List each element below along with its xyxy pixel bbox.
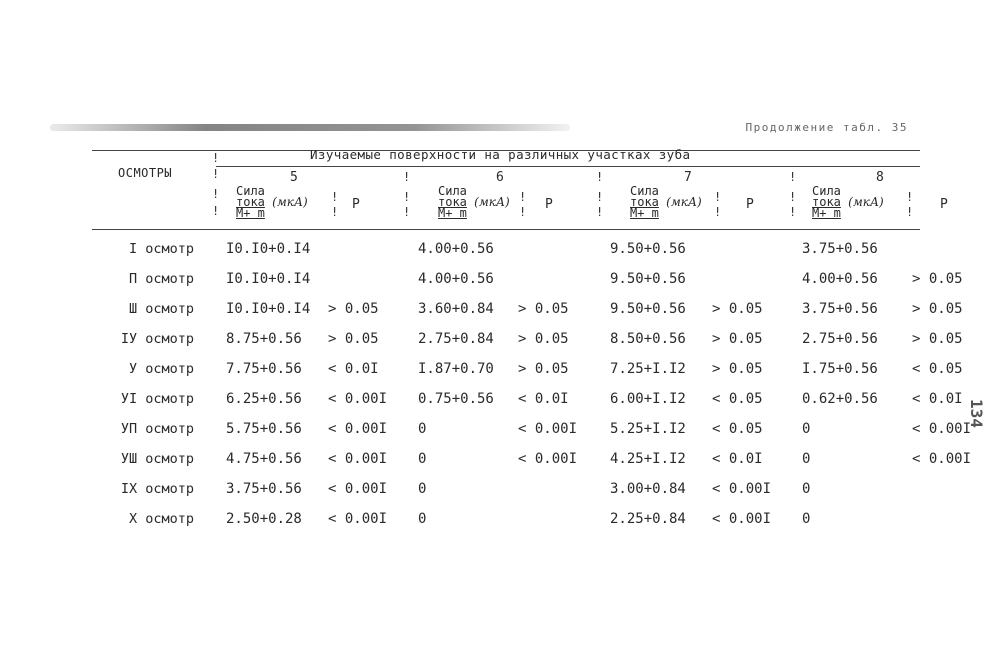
p-subheader: Р xyxy=(940,197,948,212)
p-value: < 0.0I xyxy=(328,361,379,377)
column-separator: ! xyxy=(403,205,411,219)
row-label: IУ осмотр xyxy=(120,331,194,347)
current-value: 8.75+0.56 xyxy=(226,331,302,347)
current-value: 3.60+0.84 xyxy=(418,301,494,317)
current-value: 2.25+0.84 xyxy=(610,511,686,527)
p-value: < 0.00I xyxy=(518,451,578,467)
current-value: 0.75+0.56 xyxy=(418,391,494,407)
table-row xyxy=(0,391,1004,417)
current-value: 5.75+0.56 xyxy=(226,421,302,437)
page-number: 134 xyxy=(966,399,986,428)
current-value: 2.75+0.56 xyxy=(802,331,878,347)
current-value: I.75+0.56 xyxy=(802,361,878,377)
column-separator: ! xyxy=(403,190,411,204)
current-value: 6.25+0.56 xyxy=(226,391,302,407)
p-value: < 0.00I xyxy=(328,481,388,497)
table-row xyxy=(0,421,1004,447)
p-value: < 0.0I xyxy=(518,391,569,407)
current-subheader: Сила тока (мкА) М+ m xyxy=(812,184,884,220)
p-value: > 0.05 xyxy=(912,301,963,317)
current-value: 9.50+0.56 xyxy=(610,301,686,317)
current-value: I0.I0+0.I4 xyxy=(226,271,311,287)
current-subheader: Сила тока (мкА) М+ m xyxy=(438,184,510,220)
column-separator: ! xyxy=(789,205,797,219)
p-value: < 0.00I xyxy=(712,511,772,527)
current-value: 0 xyxy=(802,511,811,527)
current-value: 0 xyxy=(418,451,427,467)
p-value: < 0.00I xyxy=(518,421,578,437)
p-value: < 0.00I xyxy=(712,481,772,497)
column-separator: ! xyxy=(596,190,604,204)
column-separator: ! xyxy=(714,205,722,219)
current-value: 3.75+0.56 xyxy=(226,481,302,497)
table-row xyxy=(0,481,1004,507)
p-value: > 0.05 xyxy=(912,331,963,347)
p-value: > 0.05 xyxy=(518,361,569,377)
current-value: 9.50+0.56 xyxy=(610,241,686,257)
current-value: 0 xyxy=(418,511,427,527)
current-value: 0 xyxy=(802,481,811,497)
p-value: < 0.0I xyxy=(912,391,963,407)
row-label: УШ осмотр xyxy=(120,451,194,467)
row-label: У осмотр xyxy=(128,361,194,377)
p-value: > 0.05 xyxy=(712,331,763,347)
column-separator: ! xyxy=(906,205,914,219)
current-value: 4.75+0.56 xyxy=(226,451,302,467)
current-value: I.87+0.70 xyxy=(418,361,494,377)
current-value: 3.00+0.84 xyxy=(610,481,686,497)
current-value: 0.62+0.56 xyxy=(802,391,878,407)
row-label: УП осмотр xyxy=(120,421,194,437)
current-value: 8.50+0.56 xyxy=(610,331,686,347)
p-value: < 0.05 xyxy=(712,391,763,407)
current-value: 4.00+0.56 xyxy=(418,241,494,257)
rows-heading: ОСМОТРЫ xyxy=(118,166,173,180)
column-separator: ! xyxy=(789,170,797,184)
scan-artifact-bar xyxy=(50,124,570,131)
group-number: 8 xyxy=(876,170,884,185)
column-separator: ! xyxy=(714,190,722,204)
table-row xyxy=(0,511,1004,537)
current-value: 0 xyxy=(802,451,811,467)
p-value: > 0.05 xyxy=(518,301,569,317)
continuation-note: Продолжение табл. 35 xyxy=(745,121,908,134)
column-separator: ! xyxy=(212,187,220,201)
p-value: < 0.0I xyxy=(712,451,763,467)
column-separator: ! xyxy=(212,167,220,181)
table-row xyxy=(0,331,1004,357)
table-title: Изучаемые поверхности на различных участках зуба xyxy=(310,147,691,162)
p-value: > 0.05 xyxy=(518,331,569,347)
p-value: < 0.00I xyxy=(328,511,388,527)
p-value: > 0.05 xyxy=(712,361,763,377)
current-value: 7.75+0.56 xyxy=(226,361,302,377)
row-label: Ш осмотр xyxy=(128,301,194,317)
row-label: X осмотр xyxy=(128,511,194,527)
p-value: < 0.05 xyxy=(712,421,763,437)
group-number: 6 xyxy=(496,170,504,185)
current-value: I0.I0+0.I4 xyxy=(226,301,311,317)
current-value: 3.75+0.56 xyxy=(802,301,878,317)
row-label: IX осмотр xyxy=(120,481,194,497)
p-subheader: Р xyxy=(545,197,553,212)
row-label: УI осмотр xyxy=(120,391,194,407)
current-value: 0 xyxy=(802,421,811,437)
p-value: > 0.05 xyxy=(912,271,963,287)
current-value: 7.25+I.I2 xyxy=(610,361,686,377)
p-value: > 0.05 xyxy=(328,331,379,347)
table-row xyxy=(0,301,1004,327)
row-label: I осмотр xyxy=(128,241,194,257)
group-number: 5 xyxy=(290,170,298,185)
current-value: 0 xyxy=(418,481,427,497)
column-separator: ! xyxy=(403,170,411,184)
table-row xyxy=(0,271,1004,297)
current-value: 6.00+I.I2 xyxy=(610,391,686,407)
column-separator: ! xyxy=(519,190,527,204)
header-bottom-rule xyxy=(92,229,920,230)
current-value: I0.I0+0.I4 xyxy=(226,241,311,257)
header-divider xyxy=(216,166,920,167)
current-value: 9.50+0.56 xyxy=(610,271,686,287)
table-row xyxy=(0,451,1004,477)
table-row xyxy=(0,361,1004,387)
current-subheader: Сила тока (мкА) М+ m xyxy=(236,184,308,220)
column-separator: ! xyxy=(789,190,797,204)
column-separator: ! xyxy=(596,170,604,184)
current-value: 4.00+0.56 xyxy=(802,271,878,287)
row-label: П осмотр xyxy=(128,271,194,287)
column-separator: ! xyxy=(906,190,914,204)
current-value: 4.25+I.I2 xyxy=(610,451,686,467)
current-value: 2.50+0.28 xyxy=(226,511,302,527)
p-value: < 0.00I xyxy=(912,451,972,467)
p-value: > 0.05 xyxy=(712,301,763,317)
p-value: > 0.05 xyxy=(328,301,379,317)
current-value: 0 xyxy=(418,421,427,437)
p-value: < 0.00I xyxy=(328,451,388,467)
column-separator: ! xyxy=(331,190,339,204)
p-value: < 0.00I xyxy=(328,391,388,407)
column-separator: ! xyxy=(212,151,220,165)
p-value: < 0.00I xyxy=(328,421,388,437)
column-separator: ! xyxy=(331,205,339,219)
column-separator: ! xyxy=(212,204,220,218)
p-subheader: Р xyxy=(746,197,754,212)
current-value: 4.00+0.56 xyxy=(418,271,494,287)
table-row xyxy=(0,241,1004,267)
current-value: 5.25+I.I2 xyxy=(610,421,686,437)
column-separator: ! xyxy=(519,205,527,219)
column-separator: ! xyxy=(596,205,604,219)
group-number: 7 xyxy=(684,170,692,185)
p-subheader: Р xyxy=(352,197,360,212)
p-value: < 0.00I xyxy=(912,421,972,437)
p-value: < 0.05 xyxy=(912,361,963,377)
current-value: 3.75+0.56 xyxy=(802,241,878,257)
current-subheader: Сила тока (мкА) М+ m xyxy=(630,184,702,220)
current-value: 2.75+0.84 xyxy=(418,331,494,347)
